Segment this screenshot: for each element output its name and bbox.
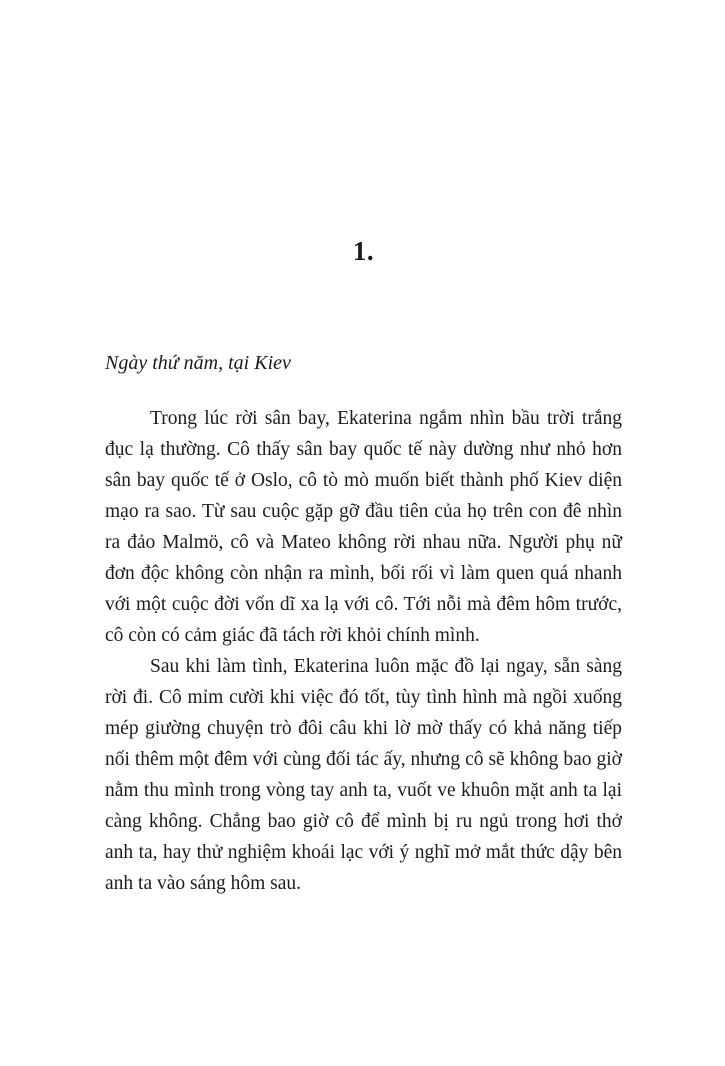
paragraph: Trong lúc rời sân bay, Ekaterina ngắm nhìn bầu trời trắng đục lạ thường. Cô thấy sân bay quốc tế này dường như nhỏ hơn sân bay quốc tế ở Oslo, cô tò mò muốn biết thành phố Kiev diện mạo ra sao. Từ sau cuộc gặp gỡ đầu tiên của họ trên con đê nhìn ra đảo Malmö, cô và Mateo không rời nhau nữa. Người phụ nữ đơn độc không còn nhận ra mình, bối rối vì làm quen quá nhanh với một cuộc đời vốn dĩ xa lạ với cô. Tới nỗi mà đêm hôm trước, cô còn có cảm giác đã tách rời khỏi chính mình.	[105, 408, 622, 646]
chapter-number: 1.	[352, 236, 375, 266]
paragraph: Sau khi làm tình, Ekaterina luôn mặc đồ lại ngay, sẵn sàng rời đi. Cô mỉm cười khi việc đó tốt, tùy tình hình mà ngồi xuống mép giường chuyện trò đôi câu khi lờ mờ thấy có khả năng tiếp nối thêm một đêm với cùng đối tác ấy, nhưng cô sẽ không bao giờ nằm thu mình trong vòng tay anh ta, vuốt ve khuôn mặt anh ta lại càng không. Chẳng bao giờ cô để mình bị ru ngủ trong hơi thở anh ta, hay thử nghiệm khoái lạc với ý nghĩ mở mắt thức dậy bên anh ta vào sáng hôm sau.	[105, 656, 622, 894]
section-heading: Ngày thứ năm, tại Kiev	[105, 352, 291, 374]
